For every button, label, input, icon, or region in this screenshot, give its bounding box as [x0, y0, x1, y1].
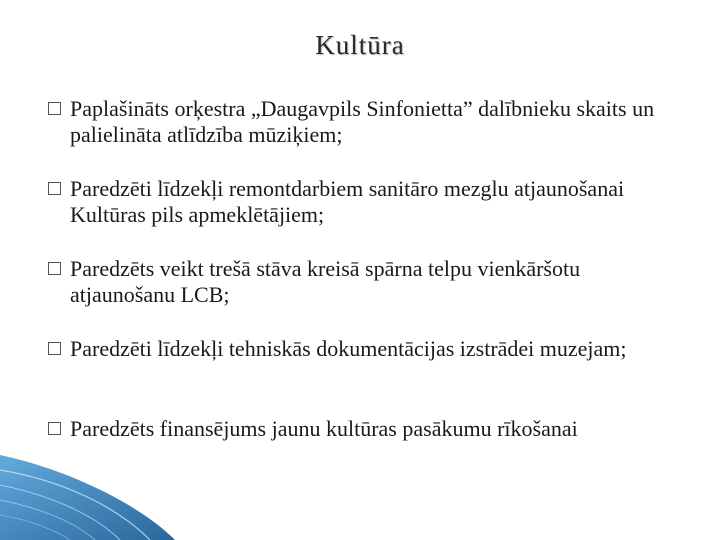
bullet-text: Paplašināts orķestra „Daugavpils Sinfonietta” dalībnieku skaits un palielināta atlīdzība mūziķiem; [70, 96, 655, 147]
slide-title: Kultūra [315, 30, 405, 60]
bullet-text: Paredzēts veikt trešā stāva kreisā spārna telpu vienkāršotu atjaunošanu LCB; [70, 256, 581, 307]
bullet-text: Paredzēti līdzekļi remontdarbiem sanitāro mezglu atjaunošanai Kultūras pils apmeklētājiem; [70, 176, 625, 227]
bullet-text: Paredzēti līdzekļi tehniskās dokumentācijas izstrādei muzejam; [70, 336, 627, 361]
bullet-text: Paredzēts finansējums jaunu kultūras pasākumu rīkošanai [70, 416, 578, 441]
